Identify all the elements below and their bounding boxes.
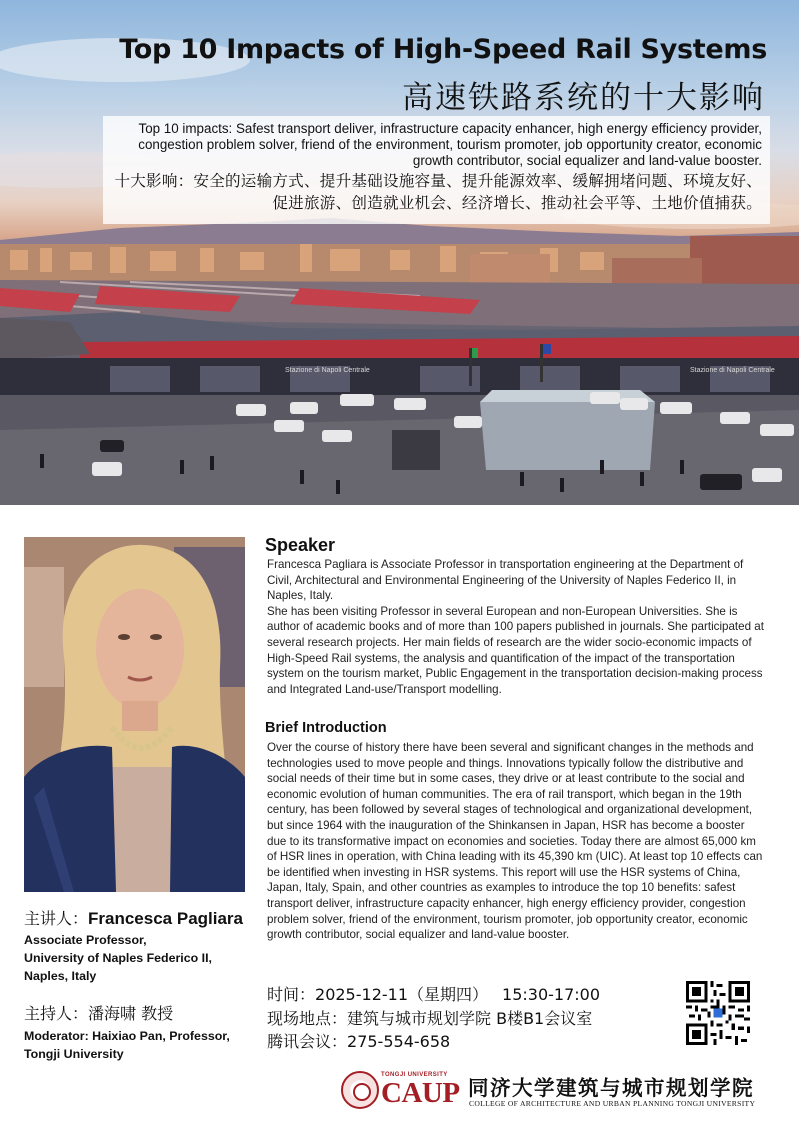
speaker-label-zh: 主讲人：: [24, 909, 89, 928]
speaker-name: Francesca Pagliara: [88, 909, 243, 928]
event-venue-row: [267, 1007, 600, 1031]
time-label: 时间：: [267, 985, 316, 1004]
title-chinese: 高速铁路系统的十大影响: [402, 80, 765, 116]
event-date: 2025-12-11（星期四）: [315, 985, 489, 1004]
speaker-affil-line-1: Associate Professor,: [24, 933, 147, 947]
event-time: 15:30-17:00: [502, 985, 601, 1004]
event-time-row: [267, 983, 600, 1007]
caup-logo-small-text: TONGJI UNIVERSITY: [381, 1072, 448, 1078]
school-name-chinese: 同济大学建筑与城市规划学院: [468, 1076, 754, 1100]
school-name-english: COLLEGE OF ARCHITECTURE AND URBAN PLANNING TONGJI UNIVERSITY: [469, 1099, 756, 1108]
venue-label: 现场地点：: [267, 1008, 348, 1028]
intro-text: Over the course of history there have been several and significant changes in the methods and technologies used to move people and things. Innovations typically follow the distributive and social needs of their time but in some cases, they drive or at least contribute to the social and economic evolution of human communities. The era of rail transport, which began in the 19th century, has been followed by several stages of technological and organizational development, but since 1964 with the inauguration of the Shinkansen in Japan, HSR has become a booster due to its transformative impact on economies and societies. Today there are almost 65,000 km of HSR lines in operation, with China leading with its 45,390 km (UIC). At least top 10 effects can be identified when investing in HSR systems. This report will use the HSR systems of China, Japan, Italy, Spain, and other countries as examples to introduce the top 10 benefits: safest transport deliver, infrastructure capacity enhancer, high energy efficiency provider, congestion problem solver, friend of the environment, tourism promoter, job opportunity creator, economic growth contributor, social equalizer and land-value booster.: [267, 741, 763, 942]
speaker-portrait: [24, 537, 245, 892]
qr-code-icon: [686, 981, 750, 1045]
meeting-label: 腾讯会议：: [267, 1032, 348, 1051]
moderator-affiliation: [24, 1027, 230, 1063]
speaker-heading: Speaker: [265, 535, 336, 555]
moderator-affil-line-1: Moderator: Haixiao Pan, Professor,: [24, 1029, 230, 1043]
caup-logo: [341, 1071, 463, 1111]
caup-logo-text: CAUP: [381, 1077, 460, 1109]
qr-code[interactable]: [686, 981, 750, 1045]
speaker-bio-paragraph-1: Francesca Pagliara is Associate Professor in transportation engineering at the Department of Civil, Architectural and Environmental Engineering of the University of Naples Federico II, in Naples, Italy.: [267, 558, 744, 603]
moderator-credit: 主持人：潘海啸 教授: [24, 1004, 174, 1023]
speaker-affil-line-2: University of Naples Federico II,: [24, 951, 212, 966]
speaker-affil-line-3: Naples, Italy: [24, 969, 97, 984]
moderator-affil-line-2: Tongji University: [24, 1047, 124, 1062]
event-info: [267, 983, 600, 1054]
tongji-seal-icon: [341, 1071, 379, 1109]
meeting-id: 275-554-658: [347, 1032, 451, 1051]
intro-heading: Brief Introduction: [265, 720, 387, 736]
impacts-english: Top 10 impacts: Safest transport deliver, infrastructure capacity enhancer, high energy efficiency provider, congestion problem solver, friend of the environment, tourism promoter, job opportunity creator, economic growth contributor, social equalizer and land-value booster.: [138, 121, 762, 168]
hero-photo: [0, 0, 799, 505]
title-english: Top 10 Impacts of High-Speed Rail Systems: [119, 34, 767, 65]
impacts-summary-box: [103, 116, 770, 224]
station-sign-right: Stazione di Napoli Centrale: [690, 367, 775, 374]
speaker-bio: [267, 557, 767, 697]
portrait-illustration: [24, 537, 245, 892]
station-sign-left: Stazione di Napoli Centrale: [285, 367, 370, 374]
speaker-bio-paragraph-2: She has been visiting Professor in several European and non-European Universities. She is author of academic books and of more than 100 papers published in journals. She participated at several research projects. Her main fields of research are the wider socio-economic impacts of High-Speed Rail systems, the analysis and quantification of the impact of the transportation system on the tourism market, Public Engagement in the transportation decision-making process and Integrated Land-use/Transport modelling.: [267, 604, 764, 696]
speaker-credit: [24, 906, 243, 929]
speaker-affiliation: [24, 931, 212, 986]
event-meeting-row: [267, 1030, 600, 1054]
impacts-chinese: 十大影响：安全的运输方式、提升基础设施容量、提升能源效率、缓解拥堵问题、环境友好、促进旅游、创造就业机会、经济增长、推动社会平等、土地价值捕获。: [114, 172, 762, 213]
event-venue: 建筑与城市规划学院 B楼B1会议室: [347, 1008, 593, 1028]
